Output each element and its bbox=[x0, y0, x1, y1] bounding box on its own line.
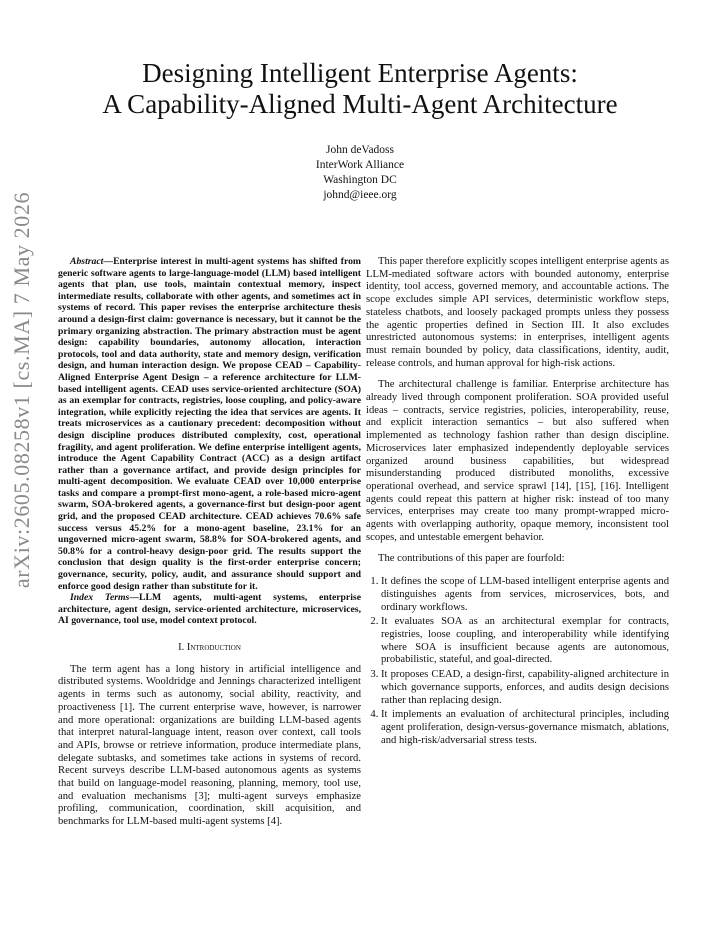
list-item: 3. It proposes CEAD, a design-first, capability-aligned architecture in which governance supports, enforces, and audits design decisions rather than replacing design. bbox=[381, 669, 669, 707]
list-item: 2. It evaluates SOA as an architectural exemplar for contracts, registries, loose coupling, and interoperability while identifying where SOA is insufficient because agents are autonomous, probabilistic, stateful, and goal-directed. bbox=[381, 616, 669, 667]
author-email: johnd@ieee.org bbox=[323, 189, 397, 201]
intro-paragraph-3: The architectural challenge is familiar. Enterprise architecture has already lived through component proliferation. SOA provided useful ideas – contracts, service registries, policies, interoperability, reuse, and explicit interaction semantics – but also suffered when implemented as technology fashion rather than design discipline. Microservices later emphasized independently deployable services organized around business capabilities, but widespread misunderstanding produced distributed monoliths, excessive operational overhead, and service sprawl [14], [15], [16]. Intelligent agents could repeat this pattern at higher risk: instead of too many services, enterprises may create too many prompt-wrapped micro-agents with overlapping authority, opaque memory, inconsistent tool scopes, and untestable emergent behavior. bbox=[366, 379, 669, 543]
author-name: John deVadoss bbox=[325, 144, 395, 156]
left-column bbox=[58, 256, 361, 829]
arxiv-identifier: arXiv:2605.08258v1 [cs.MA] 7 May 2026 bbox=[9, 191, 34, 589]
author-location: Washington DC bbox=[323, 174, 397, 186]
paper-title bbox=[50, 58, 670, 120]
author-block bbox=[200, 143, 520, 203]
intro-paragraph-1: The term agent has a long history in artificial intelligence and distributed systems. Wooldridge and Jennings characterized intelligent agents in terms such as autonomy, social ability, reactivity, and proactiveness [1]. The current enterprise wave, however, is narrower and more operational: organizations are building LLM-based agents that interpret natural-language intent, reason over context, call tools and APIs, browse or retrieve information, produce intermediate plans, delegate subtasks, and sometimes take actions in systems of record. Recent surveys describe LLM-based autonomous agents as systems that build on language-model reasoning, planning, memory, tool use, and evaluation mechanisms [3]; multi-agent surveys emphasize profiling, communication, coordination, skill acquisition, and benchmarks for LLM-based multi-agent systems [4]. bbox=[58, 663, 361, 828]
index-terms: Index Terms—LLM agents, multi-agent systems, enterprise architecture, agent design, service-oriented architecture, microservices, AI governance, tool use, model context protocol. bbox=[58, 592, 361, 627]
right-column bbox=[366, 256, 669, 749]
list-item: 4. It implements an evaluation of architectural principles, including agent proliferation, design-versus-governance mismatch, ablations, and high-risk/adversarial stress tests. bbox=[381, 709, 669, 747]
abstract bbox=[58, 256, 361, 627]
abstract-text: Enterprise interest in multi-agent systems has shifted from generic software agents to large-language-model (LLM) based intelligent agents that plan, use tools, maintain contextual memory, inspect intermediate results, collaborate with other agents, and sometimes act in systems of record. This paper revises the enterprise architecture thesis around a design-first claim: governance is necessary, but it cannot be the primary organizing abstraction. The primary abstraction must be agent design: capability boundaries, autonomy allocation, interaction protocols, tool and data authority, state and memory design, verification design, and human interaction design. We propose CEAD – Capability-Aligned Enterprise Agent Design – a reference architecture for LLM-based intelligent agents. CEAD uses service-oriented architecture (SOA) as an exemplar for contracts, registries, loose coupling, and policy-aware integration, while explicitly rejecting the idea that services are agents. It treats microservices as a cautionary precedent: decomposition without design discipline produces distributed complexity, cost, operational fragility, and agent proliferation. We define enterprise intelligent agents, introduce the Agent Capability Contract (ACC) as a design artifact rather than a governance artifact, and provide design principles for multi-agent decomposition. We evaluate CEAD over 10,000 enterprise tasks and compare a prompt-first mono-agent, a role-based micro-agent swarm, SOA-brokered agents, a governance-first but design-poor agent grid, and the proposed CEAD architecture. CEAD achieves 70.6% safe success versus 45.2% for a mono-agent baseline, 23.1% for an ungoverned micro-agent swarm, 58.8% for SOA-brokered agents, and 50.8% for a control-heavy design-poor grid. The results support the conclusion that design quality is the first-order enterprise concern; governance, security, policy, audit, and assurance should support and enforce good design rather than substitute for it. bbox=[58, 256, 361, 592]
arxiv-identifier-stamp bbox=[4, 120, 40, 660]
author-affiliation: InterWork Alliance bbox=[315, 159, 405, 171]
title-line-2: A Capability-Aligned Multi-Agent Architecture bbox=[102, 89, 618, 119]
section-heading-introduction: I. Introduction bbox=[178, 642, 241, 653]
index-terms-text: LLM agents, multi-agent systems, enterprise architecture, agent design, service-oriented architecture, microservices, AI governance, tool use, model context protocol. bbox=[58, 592, 361, 627]
contributions-list bbox=[366, 576, 669, 747]
intro-paragraph-2: This paper therefore explicitly scopes intelligent enterprise agents as LLM-mediated software actors with bounded autonomy, enterprise identity, tool access, governed memory, and accountable actions. The scope excludes simple API services, deterministic workflow steps, stateless chatbots, and loosely packaged prompts unless they possess the agentic properties defined in Section III. It also excludes unrestricted autonomous systems: in enterprises, intelligent agents must remain bounded by policy, data classifications, identity, audit, release controls, and human approval for high-risk actions. bbox=[366, 256, 669, 369]
title-line-1: Designing Intelligent Enterprise Agents: bbox=[142, 58, 578, 88]
index-terms-label: Index Terms bbox=[70, 592, 130, 604]
abstract-paragraph: Abstract—Enterprise interest in multi-agent systems has shifted from generic software agents to large-language-model (LLM) based intelligent agents that plan, use tools, maintain contextual memory, inspect intermediate results, collaborate with other agents, and sometimes act in systems of record. This paper revises the enterprise architecture thesis around a design-first claim: governance is necessary, but it cannot be the primary organizing abstraction. The primary abstraction must be agent design: capability boundaries, autonomy allocation, interaction protocols, tool and data authority, state and memory design, verification design, and human interaction design. We propose CEAD – Capability-Aligned Enterprise Agent Design – a reference architecture for LLM-based intelligent agents. CEAD uses service-oriented architecture (SOA) as an exemplar for contracts, registries, loose coupling, and policy-aware integration, while explicitly rejecting the idea that services are agents. It treats microservices as a cautionary precedent: decomposition without design discipline produces distributed complexity, cost, operational fragility, and agent proliferation. We define enterprise intelligent agents, introduce the Agent Capability Contract (ACC) as a design artifact rather than a governance artifact, and provide design principles for multi-agent decomposition. We evaluate CEAD over 10,000 enterprise tasks and compare a prompt-first mono-agent, a role-based micro-agent swarm, SOA-brokered agents, a governance-first but design-poor agent grid, and the proposed CEAD architecture. CEAD achieves 70.6% safe success versus 45.2% for a mono-agent baseline, 23.1% for an ungoverned micro-agent swarm, 58.8% for SOA-brokered agents, and 50.8% for a control-heavy design-poor grid. The results support the conclusion that design quality is the first-order enterprise concern; governance, security, policy, audit, and assurance should support and enforce good design rather than substitute for it. bbox=[58, 256, 361, 592]
list-item: 1. It defines the scope of LLM-based intelligent enterprise agents and distinguishes agents from services, microservices, bots, and ordinary workflows. bbox=[381, 576, 669, 614]
abstract-label: Abstract bbox=[70, 256, 104, 267]
intro-paragraph-4: The contributions of this paper are fourfold: bbox=[378, 553, 565, 565]
